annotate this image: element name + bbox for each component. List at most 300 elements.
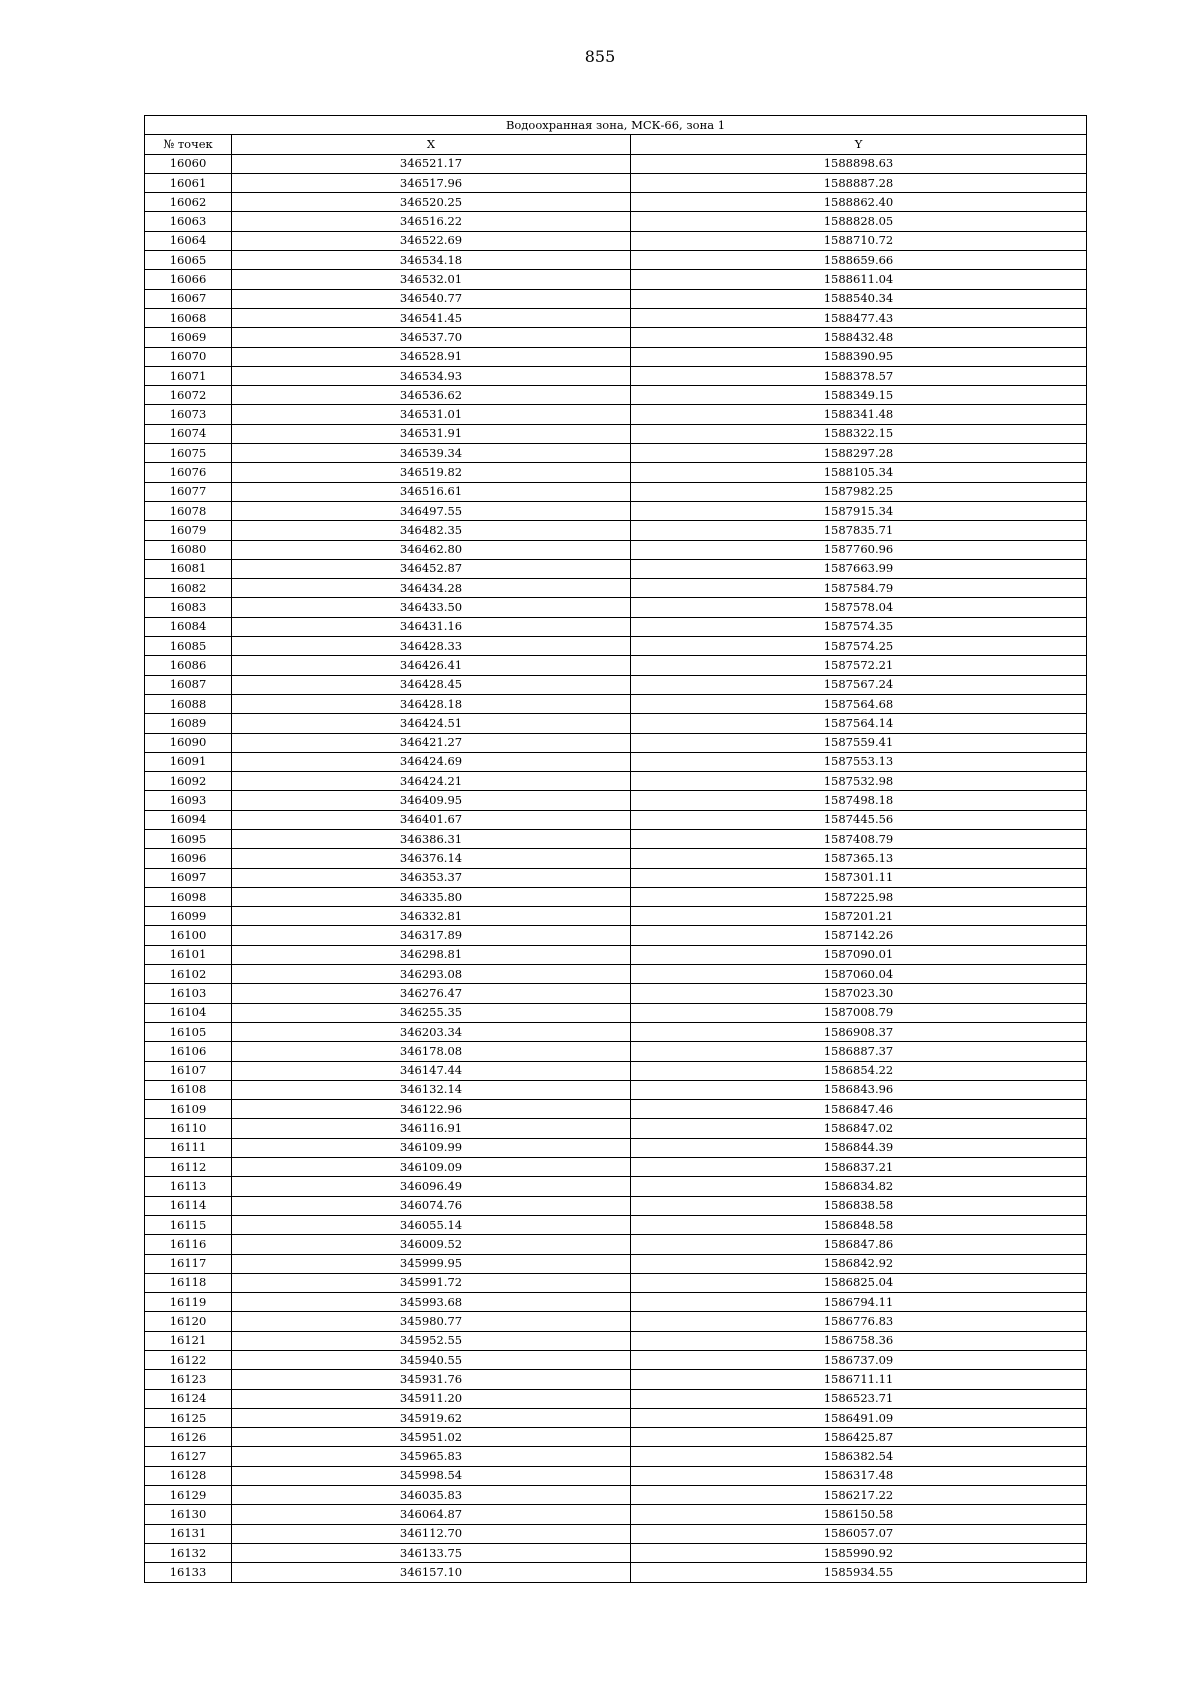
cell-y: 1586382.54 [631, 1447, 1087, 1466]
cell-x: 346376.14 [232, 849, 631, 868]
cell-y: 1586523.71 [631, 1389, 1087, 1408]
table-row [145, 1215, 1087, 1234]
cell-point-number: 16099 [145, 907, 232, 926]
table-row [145, 694, 1087, 713]
cell-point-number: 16089 [145, 714, 232, 733]
table-row [145, 656, 1087, 675]
table-row [145, 1486, 1087, 1505]
cell-point-number: 16083 [145, 598, 232, 617]
cell-x: 346109.09 [232, 1158, 631, 1177]
cell-x: 346332.81 [232, 907, 631, 926]
cell-point-number: 16122 [145, 1351, 232, 1370]
cell-point-number: 16109 [145, 1100, 232, 1119]
cell-point-number: 16079 [145, 521, 232, 540]
cell-point-number: 16133 [145, 1563, 232, 1582]
cell-x: 346428.33 [232, 637, 631, 656]
cell-point-number: 16103 [145, 984, 232, 1003]
table-row [145, 907, 1087, 926]
cell-y: 1588540.34 [631, 289, 1087, 308]
table-row [145, 1042, 1087, 1061]
cell-y: 1588390.95 [631, 347, 1087, 366]
cell-x: 346519.82 [232, 463, 631, 482]
column-header-x: X [232, 135, 631, 154]
cell-point-number: 16111 [145, 1138, 232, 1157]
table-row [145, 887, 1087, 906]
cell-y: 1587760.96 [631, 540, 1087, 559]
table-row [145, 1119, 1087, 1138]
cell-y: 1587584.79 [631, 579, 1087, 598]
table-row [145, 193, 1087, 212]
cell-x: 346528.91 [232, 347, 631, 366]
cell-x: 346386.31 [232, 829, 631, 848]
table-row [145, 1235, 1087, 1254]
table-row [145, 1428, 1087, 1447]
cell-point-number: 16060 [145, 154, 232, 173]
table-row [145, 1138, 1087, 1157]
cell-y: 1588297.28 [631, 444, 1087, 463]
cell-point-number: 16115 [145, 1215, 232, 1234]
table-row [145, 328, 1087, 347]
cell-x: 346293.08 [232, 965, 631, 984]
cell-x: 346009.52 [232, 1235, 631, 1254]
cell-point-number: 16082 [145, 579, 232, 598]
cell-x: 346539.34 [232, 444, 631, 463]
table-row [145, 965, 1087, 984]
cell-x: 346452.87 [232, 559, 631, 578]
cell-y: 1587408.79 [631, 829, 1087, 848]
cell-y: 1586150.58 [631, 1505, 1087, 1524]
table-row [145, 579, 1087, 598]
cell-x: 345952.55 [232, 1331, 631, 1350]
cell-x: 346522.69 [232, 231, 631, 250]
table-row [145, 1351, 1087, 1370]
cell-y: 1587553.13 [631, 752, 1087, 771]
cell-y: 1587574.35 [631, 617, 1087, 636]
cell-y: 1587201.21 [631, 907, 1087, 926]
cell-x: 346409.95 [232, 791, 631, 810]
cell-x: 346112.70 [232, 1524, 631, 1543]
cell-y: 1586847.02 [631, 1119, 1087, 1138]
cell-y: 1588828.05 [631, 212, 1087, 231]
cell-x: 346431.16 [232, 617, 631, 636]
cell-point-number: 16105 [145, 1022, 232, 1041]
cell-point-number: 16100 [145, 926, 232, 945]
table-row [145, 1254, 1087, 1273]
cell-point-number: 16076 [145, 463, 232, 482]
table-header-row [145, 135, 1087, 154]
cell-y: 1588898.63 [631, 154, 1087, 173]
cell-y: 1588659.66 [631, 251, 1087, 270]
cell-point-number: 16131 [145, 1524, 232, 1543]
page-number: 855 [584, 47, 616, 66]
cell-y: 1586737.09 [631, 1351, 1087, 1370]
table-row [145, 829, 1087, 848]
cell-y: 1587301.11 [631, 868, 1087, 887]
cell-y: 1586847.86 [631, 1235, 1087, 1254]
cell-y: 1586838.58 [631, 1196, 1087, 1215]
cell-y: 1588105.34 [631, 463, 1087, 482]
table-row [145, 1293, 1087, 1312]
cell-x: 345991.72 [232, 1273, 631, 1292]
cell-point-number: 16127 [145, 1447, 232, 1466]
table-row [145, 598, 1087, 617]
cell-y: 1586317.48 [631, 1466, 1087, 1485]
cell-x: 346517.96 [232, 173, 631, 192]
cell-y: 1587982.25 [631, 482, 1087, 501]
cell-y: 1586837.21 [631, 1158, 1087, 1177]
cell-y: 1587835.71 [631, 521, 1087, 540]
cell-point-number: 16114 [145, 1196, 232, 1215]
cell-y: 1585990.92 [631, 1543, 1087, 1562]
table-row [145, 289, 1087, 308]
table-row [145, 212, 1087, 231]
cell-y: 1587532.98 [631, 772, 1087, 791]
cell-x: 346536.62 [232, 386, 631, 405]
cell-x: 346516.22 [232, 212, 631, 231]
cell-x: 346147.44 [232, 1061, 631, 1080]
table-row [145, 1524, 1087, 1543]
cell-x: 346482.35 [232, 521, 631, 540]
cell-point-number: 16075 [145, 444, 232, 463]
cell-y: 1587445.56 [631, 810, 1087, 829]
table-row [145, 752, 1087, 771]
cell-point-number: 16072 [145, 386, 232, 405]
cell-point-number: 16112 [145, 1158, 232, 1177]
cell-y: 1587578.04 [631, 598, 1087, 617]
cell-x: 346521.17 [232, 154, 631, 173]
table-row [145, 366, 1087, 385]
table-row [145, 405, 1087, 424]
table-row [145, 868, 1087, 887]
cell-point-number: 16107 [145, 1061, 232, 1080]
cell-x: 346401.67 [232, 810, 631, 829]
cell-x: 346122.96 [232, 1100, 631, 1119]
cell-x: 346116.91 [232, 1119, 631, 1138]
table-row [145, 1080, 1087, 1099]
cell-point-number: 16128 [145, 1466, 232, 1485]
cell-x: 346428.45 [232, 675, 631, 694]
cell-y: 1586794.11 [631, 1293, 1087, 1312]
cell-x: 346531.01 [232, 405, 631, 424]
cell-y: 1586847.46 [631, 1100, 1087, 1119]
table-body [145, 154, 1087, 1582]
table-row [145, 1158, 1087, 1177]
cell-y: 1587023.30 [631, 984, 1087, 1003]
cell-point-number: 16078 [145, 501, 232, 520]
cell-y: 1588862.40 [631, 193, 1087, 212]
cell-point-number: 16130 [145, 1505, 232, 1524]
table-row [145, 733, 1087, 752]
table-row [145, 1466, 1087, 1485]
cell-point-number: 16125 [145, 1408, 232, 1427]
table-row [145, 559, 1087, 578]
table-row [145, 1061, 1087, 1080]
cell-y: 1586711.11 [631, 1370, 1087, 1389]
cell-point-number: 16087 [145, 675, 232, 694]
cell-point-number: 16104 [145, 1003, 232, 1022]
cell-x: 346203.34 [232, 1022, 631, 1041]
cell-point-number: 16062 [145, 193, 232, 212]
cell-x: 345951.02 [232, 1428, 631, 1447]
table-row [145, 1563, 1087, 1582]
cell-y: 1588341.48 [631, 405, 1087, 424]
cell-point-number: 16073 [145, 405, 232, 424]
cell-y: 1588611.04 [631, 270, 1087, 289]
cell-x: 346428.18 [232, 694, 631, 713]
table-row [145, 1177, 1087, 1196]
cell-x: 346178.08 [232, 1042, 631, 1061]
cell-y: 1588349.15 [631, 386, 1087, 405]
cell-x: 345911.20 [232, 1389, 631, 1408]
table-row [145, 714, 1087, 733]
cell-point-number: 16093 [145, 791, 232, 810]
table-row [145, 1505, 1087, 1524]
cell-point-number: 16077 [145, 482, 232, 501]
cell-x: 345999.95 [232, 1254, 631, 1273]
cell-y: 1588322.15 [631, 424, 1087, 443]
table-row [145, 1273, 1087, 1292]
cell-x: 346426.41 [232, 656, 631, 675]
cell-point-number: 16088 [145, 694, 232, 713]
table-row [145, 463, 1087, 482]
cell-y: 1587060.04 [631, 965, 1087, 984]
cell-x: 345931.76 [232, 1370, 631, 1389]
cell-y: 1588710.72 [631, 231, 1087, 250]
table-caption: Водоохранная зона, МСК-66, зона 1 [145, 116, 1087, 135]
cell-x: 345980.77 [232, 1312, 631, 1331]
cell-x: 346096.49 [232, 1177, 631, 1196]
cell-point-number: 16124 [145, 1389, 232, 1408]
cell-x: 345993.68 [232, 1293, 631, 1312]
cell-x: 346317.89 [232, 926, 631, 945]
cell-point-number: 16120 [145, 1312, 232, 1331]
cell-y: 1587567.24 [631, 675, 1087, 694]
cell-x: 346540.77 [232, 289, 631, 308]
cell-x: 346424.69 [232, 752, 631, 771]
cell-x: 346531.91 [232, 424, 631, 443]
cell-x: 345919.62 [232, 1408, 631, 1427]
cell-y: 1587142.26 [631, 926, 1087, 945]
cell-y: 1587915.34 [631, 501, 1087, 520]
cell-x: 345998.54 [232, 1466, 631, 1485]
cell-x: 346255.35 [232, 1003, 631, 1022]
table-row [145, 482, 1087, 501]
cell-point-number: 16097 [145, 868, 232, 887]
cell-y: 1586491.09 [631, 1408, 1087, 1427]
cell-y: 1587663.99 [631, 559, 1087, 578]
cell-point-number: 16084 [145, 617, 232, 636]
cell-point-number: 16126 [145, 1428, 232, 1447]
cell-point-number: 16065 [145, 251, 232, 270]
table-row [145, 1370, 1087, 1389]
table-row [145, 1022, 1087, 1041]
table-row [145, 231, 1087, 250]
cell-y: 1586834.82 [631, 1177, 1087, 1196]
cell-point-number: 16121 [145, 1331, 232, 1350]
cell-point-number: 16066 [145, 270, 232, 289]
cell-point-number: 16063 [145, 212, 232, 231]
table-row [145, 1447, 1087, 1466]
cell-x: 346497.55 [232, 501, 631, 520]
cell-point-number: 16092 [145, 772, 232, 791]
cell-point-number: 16085 [145, 637, 232, 656]
cell-point-number: 16108 [145, 1080, 232, 1099]
table-row [145, 1543, 1087, 1562]
cell-point-number: 16080 [145, 540, 232, 559]
cell-point-number: 16071 [145, 366, 232, 385]
cell-y: 1586848.58 [631, 1215, 1087, 1234]
cell-y: 1587498.18 [631, 791, 1087, 810]
table-row [145, 1389, 1087, 1408]
cell-x: 346424.21 [232, 772, 631, 791]
table-row [145, 501, 1087, 520]
cell-point-number: 16118 [145, 1273, 232, 1292]
cell-point-number: 16067 [145, 289, 232, 308]
cell-x: 346335.80 [232, 887, 631, 906]
table-row [145, 424, 1087, 443]
table-row [145, 154, 1087, 173]
table-row [145, 810, 1087, 829]
cell-point-number: 16123 [145, 1370, 232, 1389]
cell-y: 1586758.36 [631, 1331, 1087, 1350]
table-row [145, 521, 1087, 540]
cell-y: 1586057.07 [631, 1524, 1087, 1543]
cell-point-number: 16129 [145, 1486, 232, 1505]
cell-point-number: 16090 [145, 733, 232, 752]
cell-x: 346537.70 [232, 328, 631, 347]
cell-y: 1586854.22 [631, 1061, 1087, 1080]
table-row [145, 984, 1087, 1003]
cell-x: 345965.83 [232, 1447, 631, 1466]
cell-x: 346541.45 [232, 308, 631, 327]
table-row [145, 1312, 1087, 1331]
table-row [145, 270, 1087, 289]
cell-y: 1586217.22 [631, 1486, 1087, 1505]
cell-x: 345940.55 [232, 1351, 631, 1370]
coordinates-table [144, 115, 1087, 1583]
table-row [145, 251, 1087, 270]
cell-y: 1586908.37 [631, 1022, 1087, 1041]
table-caption-row [145, 116, 1087, 135]
cell-x: 346424.51 [232, 714, 631, 733]
cell-x: 346035.83 [232, 1486, 631, 1505]
cell-x: 346534.93 [232, 366, 631, 385]
table-row [145, 540, 1087, 559]
cell-point-number: 16094 [145, 810, 232, 829]
table-row [145, 1196, 1087, 1215]
cell-x: 346421.27 [232, 733, 631, 752]
cell-x: 346157.10 [232, 1563, 631, 1582]
cell-y: 1587574.25 [631, 637, 1087, 656]
cell-point-number: 16069 [145, 328, 232, 347]
cell-point-number: 16110 [145, 1119, 232, 1138]
cell-x: 346520.25 [232, 193, 631, 212]
cell-x: 346353.37 [232, 868, 631, 887]
cell-y: 1586843.96 [631, 1080, 1087, 1099]
cell-point-number: 16098 [145, 887, 232, 906]
cell-point-number: 16091 [145, 752, 232, 771]
cell-point-number: 16061 [145, 173, 232, 192]
cell-point-number: 16074 [145, 424, 232, 443]
cell-point-number: 16068 [145, 308, 232, 327]
table-row [145, 772, 1087, 791]
cell-x: 346064.87 [232, 1505, 631, 1524]
table-head [145, 116, 1087, 155]
cell-y: 1586842.92 [631, 1254, 1087, 1273]
cell-x: 346532.01 [232, 270, 631, 289]
cell-y: 1587564.14 [631, 714, 1087, 733]
cell-point-number: 16096 [145, 849, 232, 868]
cell-x: 346534.18 [232, 251, 631, 270]
cell-point-number: 16102 [145, 965, 232, 984]
cell-y: 1587572.21 [631, 656, 1087, 675]
table-row [145, 308, 1087, 327]
cell-y: 1587008.79 [631, 1003, 1087, 1022]
cell-point-number: 16132 [145, 1543, 232, 1562]
cell-y: 1586844.39 [631, 1138, 1087, 1157]
cell-y: 1587225.98 [631, 887, 1087, 906]
cell-point-number: 16101 [145, 945, 232, 964]
cell-y: 1587365.13 [631, 849, 1087, 868]
table-row [145, 926, 1087, 945]
table-row [145, 1003, 1087, 1022]
table-row [145, 849, 1087, 868]
cell-point-number: 16119 [145, 1293, 232, 1312]
table-row [145, 1100, 1087, 1119]
cell-x: 346516.61 [232, 482, 631, 501]
column-header-y: Y [631, 135, 1087, 154]
cell-y: 1588378.57 [631, 366, 1087, 385]
cell-point-number: 16095 [145, 829, 232, 848]
table-row [145, 617, 1087, 636]
cell-y: 1588887.28 [631, 173, 1087, 192]
cell-point-number: 16064 [145, 231, 232, 250]
table-row [145, 347, 1087, 366]
table-row [145, 637, 1087, 656]
cell-point-number: 16081 [145, 559, 232, 578]
cell-x: 346298.81 [232, 945, 631, 964]
table-row [145, 945, 1087, 964]
cell-x: 346433.50 [232, 598, 631, 617]
cell-x: 346276.47 [232, 984, 631, 1003]
cell-point-number: 16070 [145, 347, 232, 366]
table-row [145, 386, 1087, 405]
cell-x: 346109.99 [232, 1138, 631, 1157]
cell-point-number: 16086 [145, 656, 232, 675]
table-row [145, 444, 1087, 463]
table-row [145, 791, 1087, 810]
column-header-point-number: № точек [145, 135, 232, 154]
cell-y: 1585934.55 [631, 1563, 1087, 1582]
cell-x: 346462.80 [232, 540, 631, 559]
cell-y: 1587090.01 [631, 945, 1087, 964]
table-row [145, 173, 1087, 192]
cell-x: 346133.75 [232, 1543, 631, 1562]
cell-x: 346434.28 [232, 579, 631, 598]
cell-y: 1586776.83 [631, 1312, 1087, 1331]
cell-point-number: 16106 [145, 1042, 232, 1061]
table-row [145, 1408, 1087, 1427]
cell-y: 1586825.04 [631, 1273, 1087, 1292]
cell-y: 1588477.43 [631, 308, 1087, 327]
cell-point-number: 16116 [145, 1235, 232, 1254]
cell-y: 1587559.41 [631, 733, 1087, 752]
table-row [145, 675, 1087, 694]
cell-x: 346074.76 [232, 1196, 631, 1215]
cell-y: 1586425.87 [631, 1428, 1087, 1447]
cell-y: 1586887.37 [631, 1042, 1087, 1061]
cell-x: 346055.14 [232, 1215, 631, 1234]
